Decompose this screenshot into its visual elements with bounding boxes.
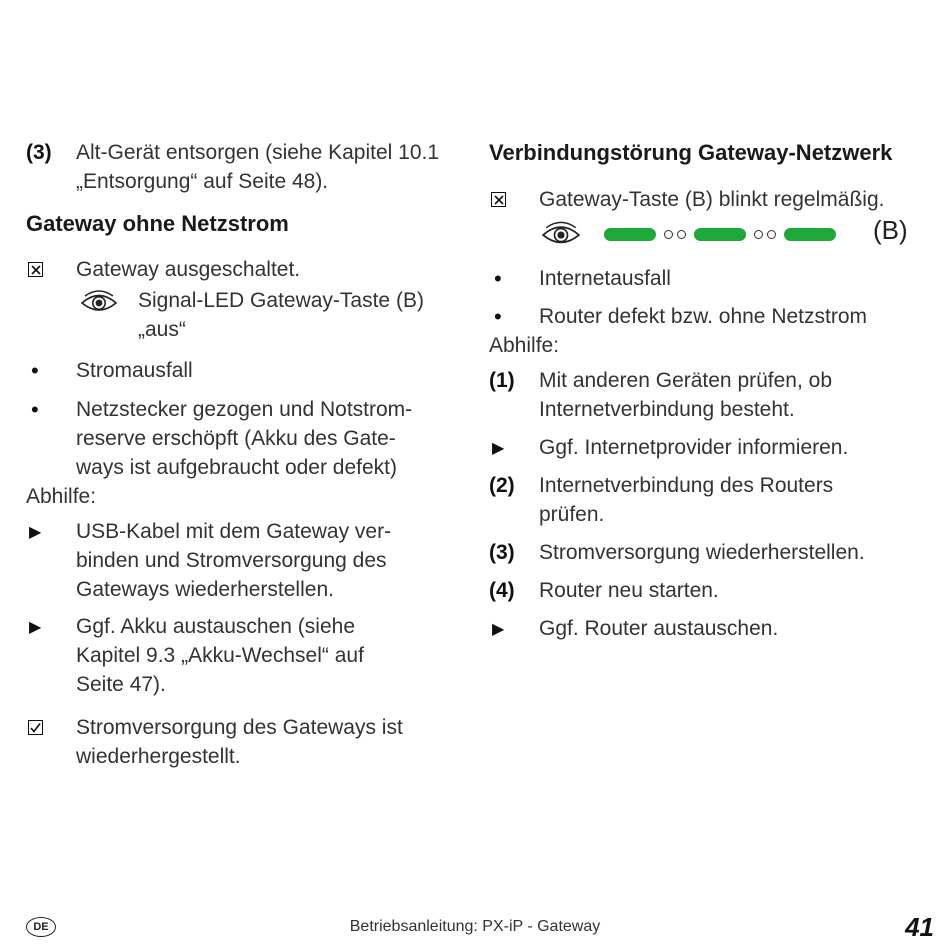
bullet-icon: • bbox=[31, 358, 39, 383]
cause-text-line: Netzstecker gezogen und Notstrom- bbox=[76, 398, 413, 421]
page-footer bbox=[0, 914, 950, 944]
led-off-dot bbox=[664, 230, 673, 239]
arrow-right-icon: ▶ bbox=[492, 621, 505, 638]
step-text: Router neu starten. bbox=[539, 579, 719, 602]
led-on-segment bbox=[604, 228, 656, 241]
action-text: Ggf. Internetprovider informieren. bbox=[539, 436, 849, 459]
result-text-line: Stromversorgung des Gateways ist bbox=[76, 716, 403, 739]
symptom-text: Gateway ausgeschaltet. bbox=[76, 258, 301, 281]
cause-item bbox=[26, 356, 456, 385]
checkbox-check-icon bbox=[28, 720, 43, 735]
action-item bbox=[489, 433, 929, 462]
action-item bbox=[26, 612, 456, 699]
step-3 bbox=[489, 538, 929, 567]
signal-text-line: Signal-LED Gateway-Taste (B) bbox=[138, 289, 424, 312]
cause-item bbox=[26, 395, 456, 482]
result-text-line: wiederhergestellt. bbox=[76, 745, 241, 768]
arrow-right-icon: ▶ bbox=[492, 440, 505, 457]
remedy-label: Abhilfe: bbox=[26, 485, 97, 508]
symptom-item bbox=[489, 185, 929, 214]
led-button-label: (B) bbox=[873, 215, 908, 245]
footer-title: Betriebsanleitung: PX-iP - Gateway bbox=[349, 918, 601, 935]
step-number: (2) bbox=[489, 474, 515, 497]
step-number: (4) bbox=[489, 579, 515, 602]
action-text-line: Seite 47). bbox=[76, 673, 166, 696]
led-off-dot bbox=[677, 230, 686, 239]
eye-icon bbox=[541, 221, 581, 252]
remedy-label: Abhilfe: bbox=[489, 334, 560, 357]
result-item bbox=[26, 713, 456, 771]
language-badge: DE bbox=[26, 917, 56, 937]
led-blink-pattern bbox=[489, 214, 929, 254]
led-off-dot bbox=[767, 230, 776, 239]
cause-text: Stromausfall bbox=[76, 359, 193, 382]
action-item bbox=[489, 614, 929, 643]
led-off-dot bbox=[754, 230, 763, 239]
step-text-line: Internetverbindung des Routers bbox=[539, 474, 834, 497]
step-text-line: Internetverbindung besteht. bbox=[539, 398, 795, 421]
step-4 bbox=[489, 576, 929, 605]
step-number: (3) bbox=[26, 141, 52, 164]
action-item bbox=[26, 517, 456, 604]
cause-item bbox=[489, 302, 929, 331]
cause-text: Router defekt bzw. ohne Netzstrom bbox=[539, 305, 867, 328]
step-text-line: prüfen. bbox=[539, 503, 605, 526]
bullet-icon: • bbox=[494, 266, 502, 291]
left-column bbox=[26, 138, 456, 771]
action-text: Ggf. Router austauschen. bbox=[539, 617, 779, 640]
step-text-line: Mit anderen Geräten prüfen, ob bbox=[539, 369, 833, 392]
symptom-item bbox=[26, 255, 456, 284]
section-heading-no-power: Gateway ohne Netzstrom bbox=[26, 211, 289, 236]
action-text-line: Gateways wiederherstellen. bbox=[76, 578, 334, 601]
checkbox-x-icon bbox=[491, 192, 506, 207]
led-on-segment bbox=[784, 228, 836, 241]
action-text-line: Ggf. Akku austauschen (siehe bbox=[76, 615, 355, 638]
checkbox-x-icon bbox=[28, 262, 43, 277]
eye-icon bbox=[80, 290, 118, 322]
action-text-line: Kapitel 9.3 „Akku-Wechsel“ auf bbox=[76, 644, 364, 667]
page-number: 41 bbox=[905, 912, 934, 942]
step-text-line: Alt-Gerät entsorgen (siehe Kapitel 10.1 bbox=[76, 141, 440, 164]
step-number: (1) bbox=[489, 369, 515, 392]
arrow-right-icon: ▶ bbox=[29, 619, 42, 636]
step-1 bbox=[489, 366, 929, 424]
action-text-line: USB-Kabel mit dem Gateway ver- bbox=[76, 520, 392, 543]
section-heading-connection-fault: Verbindungstörung Gateway-Netzwerk bbox=[489, 140, 893, 165]
cause-item bbox=[489, 264, 929, 293]
arrow-right-icon: ▶ bbox=[29, 524, 42, 541]
symptom-text: Gateway-Taste (B) blinkt regelmäßig. bbox=[539, 188, 885, 211]
bullet-icon: • bbox=[31, 397, 39, 422]
action-text-line: binden und Stromversorgung des bbox=[76, 549, 387, 572]
signal-led-note bbox=[26, 286, 456, 344]
step-3-disposal bbox=[26, 138, 456, 196]
step-text-line: „Entsorgung“ auf Seite 48). bbox=[76, 170, 329, 193]
cause-text-line: reserve erschöpft (Akku des Gate- bbox=[76, 427, 396, 450]
step-2 bbox=[489, 471, 929, 529]
signal-text-line: „aus“ bbox=[138, 318, 186, 341]
bullet-icon: • bbox=[494, 304, 502, 329]
step-text: Stromversorgung wiederherstellen. bbox=[539, 541, 865, 564]
right-column bbox=[489, 138, 929, 643]
led-sequence bbox=[604, 228, 836, 241]
cause-text-line: ways ist aufgebraucht oder defekt) bbox=[76, 456, 398, 479]
step-number: (3) bbox=[489, 541, 515, 564]
led-on-segment bbox=[694, 228, 746, 241]
cause-text: Internetausfall bbox=[539, 267, 671, 290]
